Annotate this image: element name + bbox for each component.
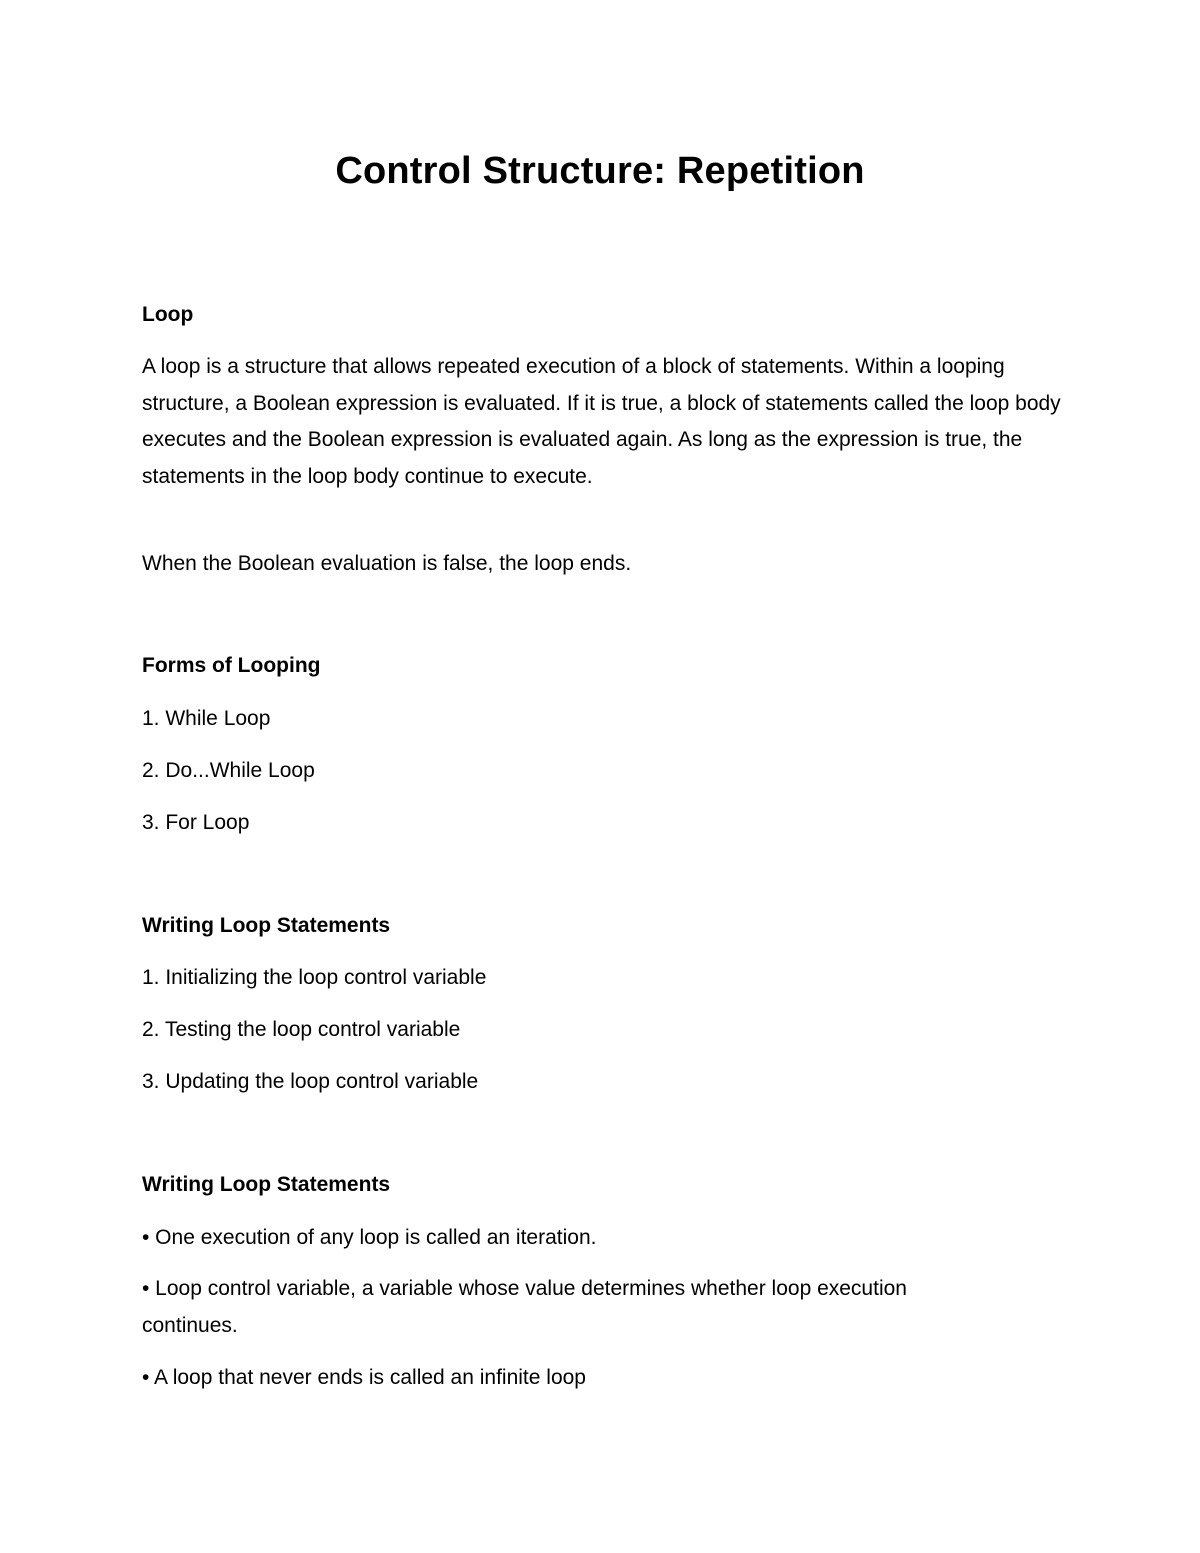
bullet-item: • Loop control variable, a variable whose value determines whether loop execution continues. (142, 1277, 907, 1337)
section-heading-writing-loop-statements-2: Writing Loop Statements (142, 1173, 391, 1196)
list-item: 3. For Loop (142, 811, 250, 834)
section-heading-writing-loop-statements: Writing Loop Statements (142, 914, 391, 937)
bullet-item: • One execution of any loop is called an iteration. (142, 1226, 597, 1249)
list-item: 3. Updating the loop control variable (142, 1070, 479, 1093)
list-item: 1. While Loop (142, 707, 271, 730)
list-item: 1. Initializing the loop control variable (142, 966, 487, 989)
section-heading-forms-of-looping: Forms of Looping (142, 654, 321, 677)
bullet-item: • A loop that never ends is called an infinite loop (142, 1366, 586, 1389)
loop-definition-paragraph: A loop is a structure that allows repeated execution of a block of statements. Within a looping structure, a Boolean expression is evaluated. If it is true, a block of statements called the loop body executes and the Boolean expression is evaluated again. As long as the expression is true, the statements in the loop body continue to execute. (142, 355, 1061, 488)
list-item: 2. Do...While Loop (142, 759, 315, 782)
list-item: 2. Testing the loop control variable (142, 1018, 461, 1041)
section-heading-loop: Loop (142, 303, 194, 326)
document-title: Control Structure: Repetition (335, 150, 865, 192)
loop-end-paragraph: When the Boolean evaluation is false, the loop ends. (142, 552, 632, 575)
